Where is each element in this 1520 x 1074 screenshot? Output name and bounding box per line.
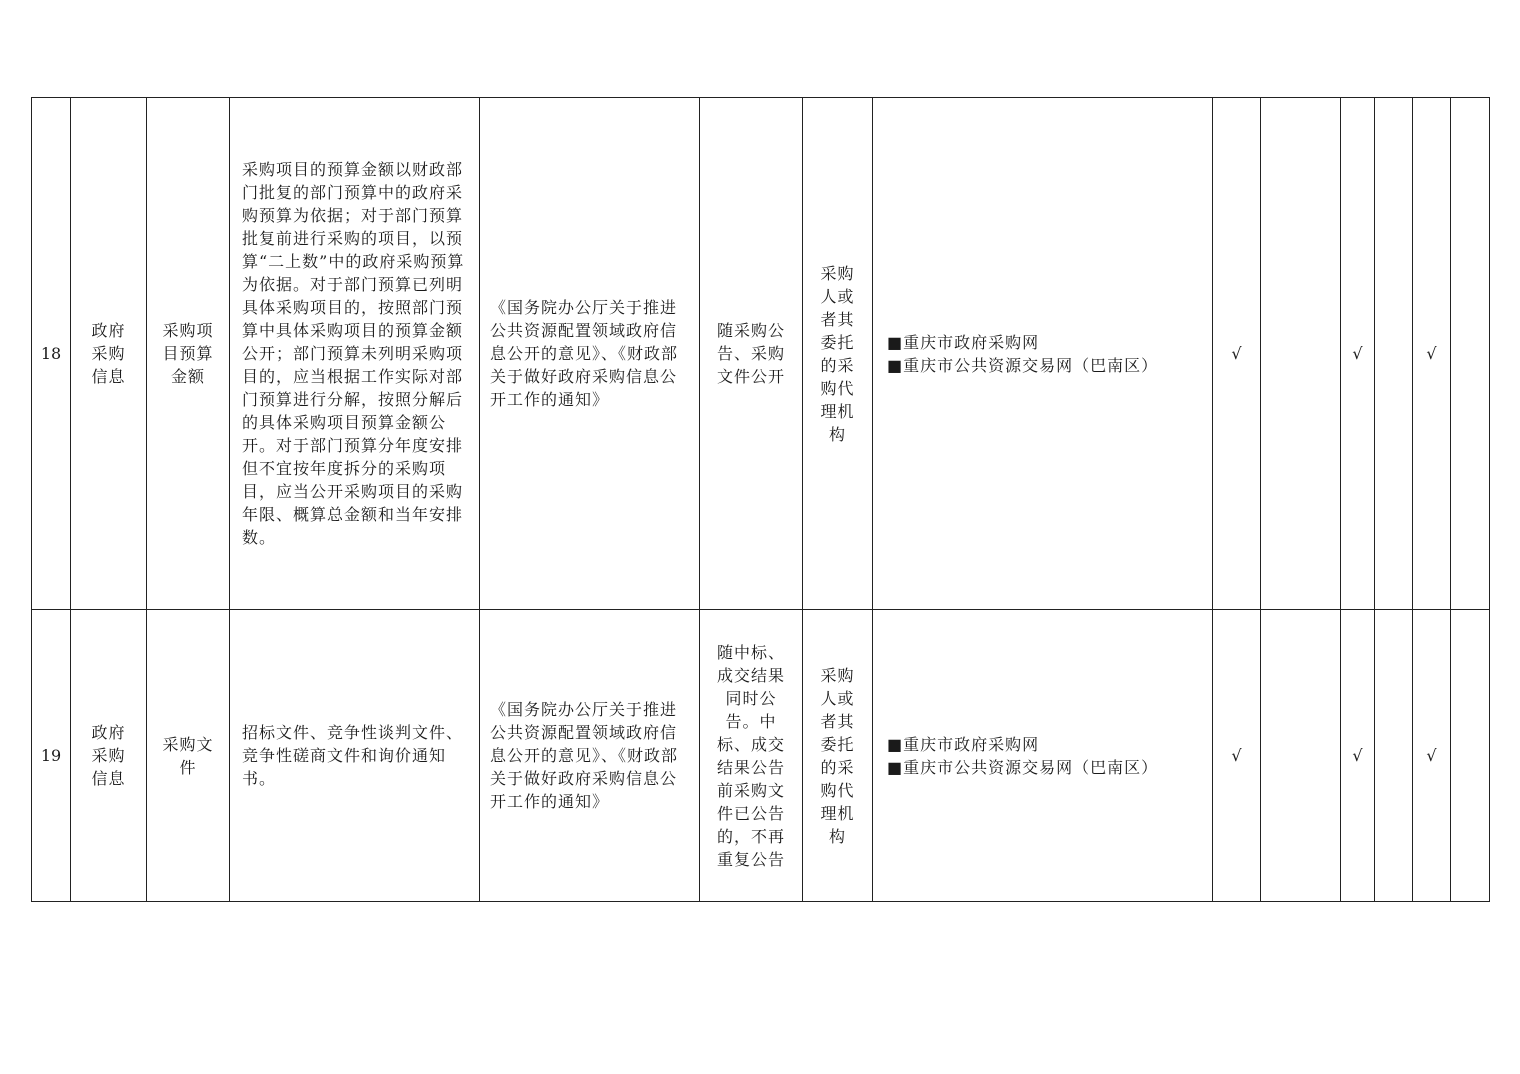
content-cell: 采购项目的预算金额以财政部门批复的部门预算中的政府采购预算为依据；对于部门预算批复前进行采购的项目，以预算“二上数”中的政府采购预算为依据。对于部门预算已列明具体采购项目的，按照部门预算中具体采购项目的预算金额公开；部门预算未列明采购项目的，应当根据工作实际对部门预算进行分解，按照分解后的具体采购项目预算金额公开。对于部门预算分年度安排但不宜按年度拆分的采购项目，应当公开采购项目的采购年限、概算总金额和当年安排数。 bbox=[230, 98, 480, 610]
check-mark-cell: √ bbox=[1341, 98, 1375, 610]
check-mark-cell: √ bbox=[1341, 610, 1375, 902]
category-cell: 政府采购信息 bbox=[71, 610, 147, 902]
row-number: 19 bbox=[32, 610, 71, 902]
check-mark-cell bbox=[1375, 98, 1413, 610]
row-number: 18 bbox=[32, 98, 71, 610]
channel-item: ■重庆市政府采购网 bbox=[887, 734, 1040, 754]
check-mark-cell bbox=[1375, 610, 1413, 902]
check-mark-cell bbox=[1451, 610, 1490, 902]
time-cell: 随采购公告、采购文件公开 bbox=[700, 98, 803, 610]
channel-cell bbox=[873, 610, 1213, 902]
table-row bbox=[32, 610, 1490, 902]
time-cell: 随中标、成交结果同时公告。中标、成交结果公告前采购文件已公告的，不再重复公告 bbox=[700, 610, 803, 902]
check-mark-cell: √ bbox=[1213, 610, 1261, 902]
check-mark-cell: √ bbox=[1413, 610, 1451, 902]
subject-cell: 采购人或者其委托的采购代理机构 bbox=[803, 98, 873, 610]
check-mark-cell bbox=[1261, 98, 1341, 610]
channel-item: ■重庆市公共资源交易网（巴南区） bbox=[887, 757, 1159, 777]
subject-cell: 采购人或者其委托的采购代理机构 bbox=[803, 610, 873, 902]
check-mark-cell: √ bbox=[1213, 98, 1261, 610]
content-cell: 招标文件、竞争性谈判文件、竞争性磋商文件和询价通知书。 bbox=[230, 610, 480, 902]
check-mark-cell bbox=[1451, 98, 1490, 610]
channel-item: ■重庆市政府采购网 bbox=[887, 332, 1040, 352]
table-row bbox=[32, 98, 1490, 610]
basis-cell: 《国务院办公厅关于推进公共资源配置领域政府信息公开的意见》、《财政部关于做好政府采购信息公开工作的通知》 bbox=[480, 610, 700, 902]
channel-item: ■重庆市公共资源交易网（巴南区） bbox=[887, 355, 1159, 375]
category-cell: 政府采购信息 bbox=[71, 98, 147, 610]
check-mark-cell bbox=[1261, 610, 1341, 902]
item-cell: 采购项目预算金额 bbox=[147, 98, 230, 610]
item-cell: 采购文件 bbox=[147, 610, 230, 902]
disclosure-table bbox=[31, 97, 1490, 902]
basis-cell: 《国务院办公厅关于推进公共资源配置领域政府信息公开的意见》、《财政部关于做好政府采购信息公开工作的通知》 bbox=[480, 98, 700, 610]
channel-cell bbox=[873, 98, 1213, 610]
check-mark-cell: √ bbox=[1413, 98, 1451, 610]
